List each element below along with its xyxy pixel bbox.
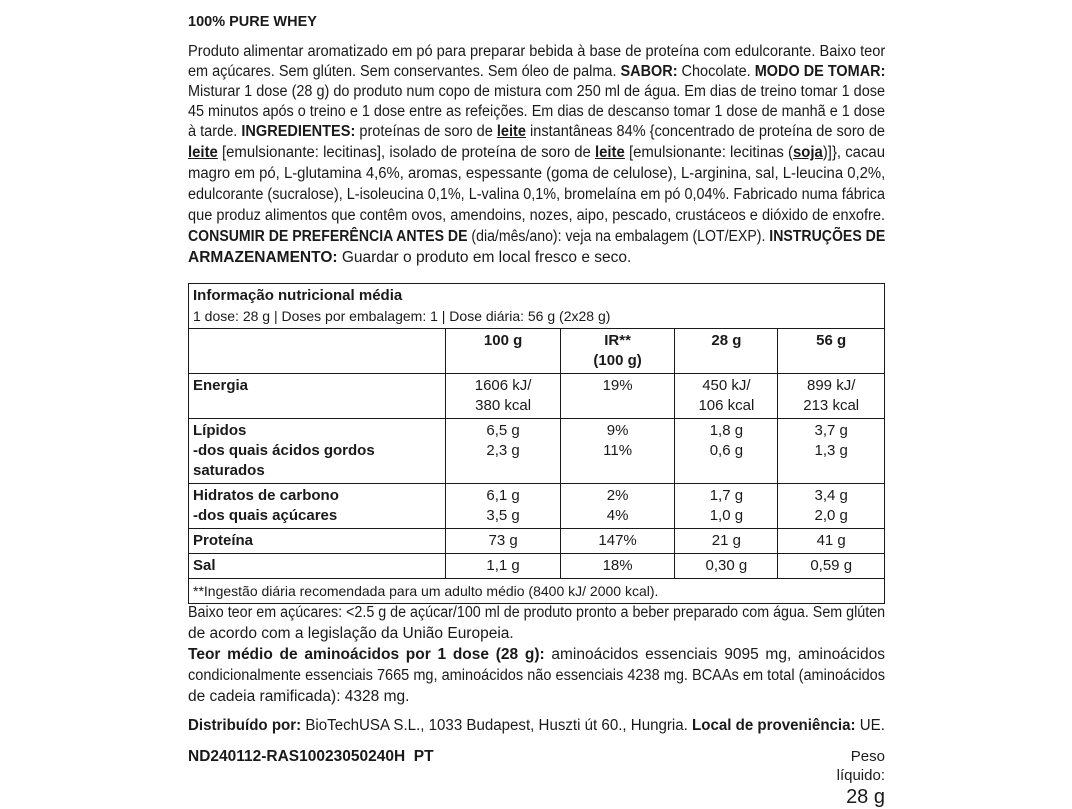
info-line: Teor médio de aminoácidos por 1 dose (28 g): aminoácidos essenciais 9095 mg, aminoácidos: [188, 646, 885, 663]
desc-line: Produto alimentar aromatizado em pó para preparar bebida à base de proteína com edulcorante. Baixo teor: [188, 43, 886, 60]
desc-line: leite [emulsionante: lecitinas], isolado de proteína de soro de leite [emulsionante: lecitinas (soja)]}, cacau: [188, 144, 885, 161]
column-header-28g: 28 g: [675, 329, 778, 374]
row-label: Hidratos de carbono -dos quais açúcares: [189, 484, 446, 529]
cell: 1,1 g: [446, 554, 560, 579]
desc-line: edulcorante (sucralose), L-isoleucina 0,1%, L-valina 0,1%, bromelaína em pó 0,04%. Fabricado numa fábrica: [188, 186, 885, 203]
cell: 19%: [560, 374, 675, 419]
column-header-empty: [189, 329, 446, 374]
table-row: [189, 419, 885, 484]
nutrition-subheading: 1 dose: 28 g | Doses por embalagem: 1 | Dose diária: 56 g (2x28 g): [193, 308, 611, 324]
row-label: Lípidos -dos quais ácidos gordos saturados: [189, 419, 446, 484]
desc-line: Misturar 1 dose (28 g) do produto num copo de mistura com 250 ml de água. Em dias de treino tomar 1 dose: [188, 83, 885, 100]
column-header-ir: IR** (100 g): [560, 329, 675, 374]
cell: 450 kJ/ 106 kcal: [675, 374, 778, 419]
cell: 41 g: [778, 529, 885, 554]
info-line: Baixo teor em açúcares: <2.5 g de açúcar/100 ml de produto pronto a beber preparado com água. Sem glúten: [188, 604, 886, 621]
cell: 0,59 g: [778, 554, 885, 579]
cell: 73 g: [446, 529, 560, 554]
desc-line: CONSUMIR DE PREFERÊNCIA ANTES DE (dia/mês/ano): veja na embalagem (LOT/EXP). INSTRUÇÕES DE: [188, 228, 886, 245]
nutrition-heading: Informação nutricional média: [193, 287, 403, 304]
table-row: [189, 529, 885, 554]
row-label: Proteína: [189, 529, 446, 554]
table-footnote: **Ingestão diária recomendada para um adulto médio (8400 kJ/ 2000 kcal).: [189, 579, 885, 604]
info-line: de acordo com a legislação da União Europeia.: [188, 625, 514, 642]
desc-line: ARMAZENAMENTO: Guardar o produto em local fresco e seco.: [188, 249, 632, 266]
cell: 0,30 g: [675, 554, 778, 579]
column-header-100g: 100 g: [446, 329, 560, 374]
cell: 6,1 g 3,5 g: [446, 484, 560, 529]
batch-code: ND240112-RAS10023050240H PT: [188, 748, 434, 765]
row-label: Energia: [189, 374, 446, 419]
table-row: [189, 484, 885, 529]
nutrition-table-header: [189, 284, 885, 329]
desc-line: 45 minutos após o treino e 1 dose entre as refeições. Em dias de descanso tomar 1 dose de manhã e 1 dose: [188, 103, 885, 120]
desc-line: à tarde. INGREDIENTES: proteínas de soro de leite instantâneas 84% {concentrado de proteína de soro de: [188, 123, 885, 140]
desc-line: que produz alimentos que contêm ovos, amendoins, nozes, aipo, pescado, crustáceos e dióxido de enxofre.: [188, 207, 885, 224]
cell: 18%: [560, 554, 675, 579]
distribution-line: Distribuído por: BioTechUSA S.L., 1033 Budapest, Huszti út 60., Hungria. Local de proveniência: UE.: [188, 717, 885, 734]
net-weight-value: 28 g: [846, 786, 885, 808]
cell: 899 kJ/ 213 kcal: [778, 374, 885, 419]
desc-line: magro em pó, L-glutamina 4,6%, aromas, espessante (goma de celulose), L-arginina, sal, L-leucina 0,2%,: [188, 165, 886, 182]
row-label: Sal: [189, 554, 446, 579]
product-title: 100% PURE WHEY: [188, 14, 317, 30]
cell: 1,7 g 1,0 g: [675, 484, 778, 529]
cell: 9% 11%: [560, 419, 675, 484]
cell: 3,4 g 2,0 g: [778, 484, 885, 529]
column-header-56g: 56 g: [778, 329, 885, 374]
cell: 3,7 g 1,3 g: [778, 419, 885, 484]
desc-line: em açúcares. Sem glúten. Sem conservantes. Sem óleo de palma. SABOR: Chocolate. MODO DE TOMAR:: [188, 63, 886, 80]
nutrition-table: [188, 283, 885, 604]
table-row: [189, 554, 885, 579]
cell: 2% 4%: [560, 484, 675, 529]
cell: 147%: [560, 529, 675, 554]
info-line: de cadeia ramificada): 4328 mg.: [188, 688, 410, 705]
info-line: condicionalmente essenciais 7665 mg, aminoácidos não essenciais 4238 mg. BCAAs em total (aminoácidos: [188, 667, 885, 684]
cell: 1606 kJ/ 380 kcal: [446, 374, 560, 419]
cell: 6,5 g 2,3 g: [446, 419, 560, 484]
cell: 1,8 g 0,6 g: [675, 419, 778, 484]
cell: 21 g: [675, 529, 778, 554]
table-row: [189, 374, 885, 419]
net-weight-label: Peso líquido:: [836, 748, 885, 784]
